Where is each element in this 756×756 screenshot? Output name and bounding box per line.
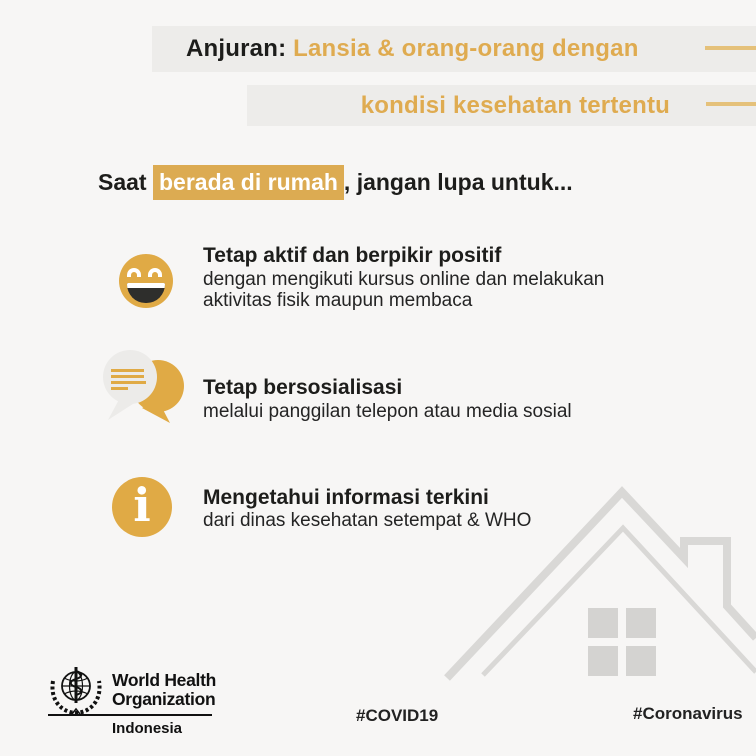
header-line2: kondisi kesehatan tertentu [360,91,670,119]
logo-region-label: Indonesia [112,720,183,737]
item-3-body: dari dinas kesehatan setempat & WHO [203,510,532,531]
item-2-body: melalui panggilan telepon atau media sosial [203,401,572,422]
window-panes [588,608,656,676]
item-1-body: dengan mengikuti kursus online dan melakukan aktivitas fisik maupun membaca [203,269,605,311]
hashtag-coronavirus: #Coronavirus [633,704,743,723]
who-logo-text: World Health Organization [112,670,216,709]
who-emblem-icon [46,665,106,717]
item-1-title: Tetap aktif dan berpikir positif [203,244,502,267]
gold-dash-1 [705,46,756,50]
header-band-1 [152,26,756,72]
intro-sentence [98,169,573,196]
intro-post: , jangan lupa untuk... [343,169,573,195]
logo-divider [48,714,212,716]
intro-highlight: berada di rumah [153,165,344,200]
item-3-title: Mengetahui informasi terkini [203,486,489,509]
header-band-2 [247,85,756,126]
hashtag-covid19: #COVID19 [356,706,439,725]
info-icon: i [112,477,172,537]
intro-pre: Saat [98,169,153,195]
laughing-face-icon [119,254,173,308]
header-prefix: Anjuran: [186,35,294,62]
gold-dash-2 [706,102,756,106]
header-line1: Lansia & orang-orang dengan [293,35,639,62]
chat-bubbles-icon [100,350,196,432]
item-2-title: Tetap bersosialisasi [203,376,403,399]
